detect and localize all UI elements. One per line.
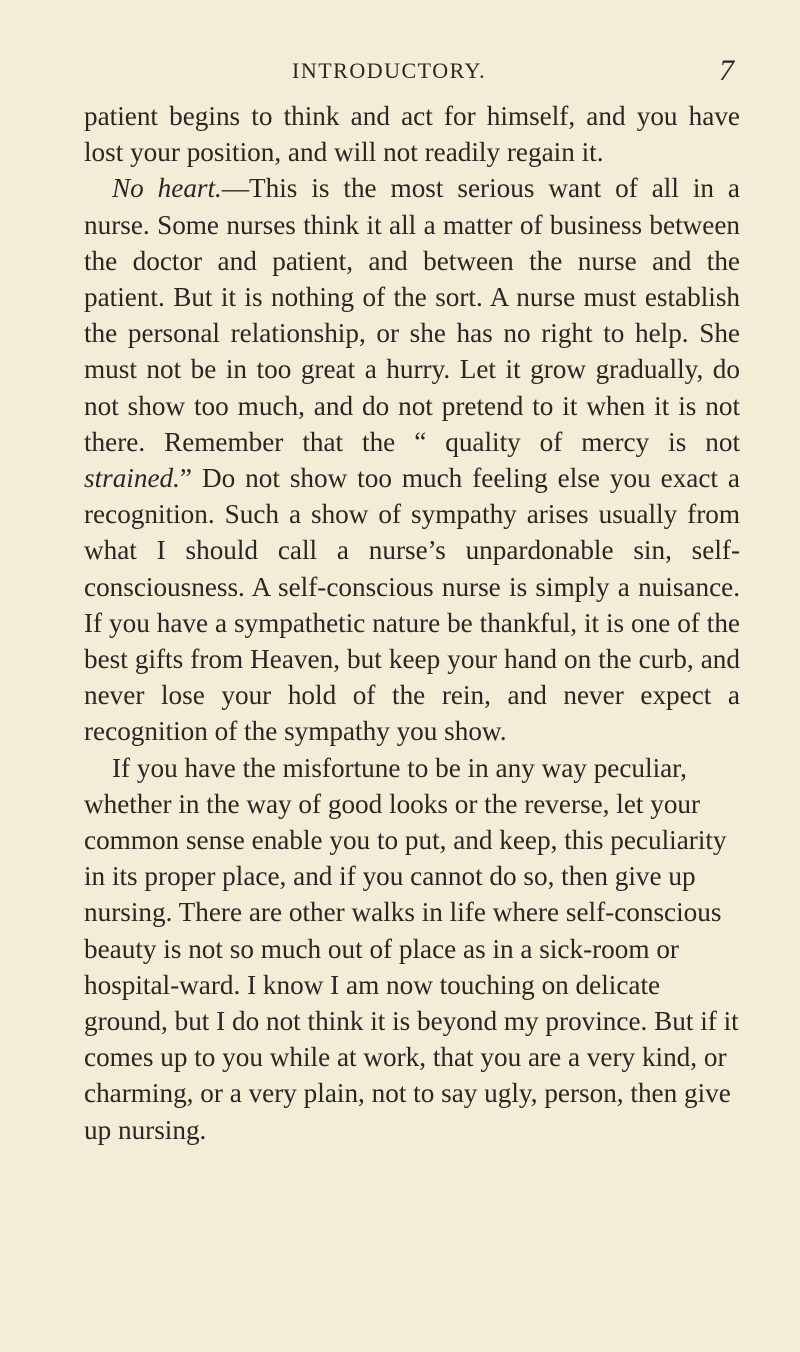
page-number: 7: [719, 54, 734, 87]
body-text: [84, 98, 740, 1148]
paragraph-text: patient begins to think and act for himself, and you have lost your position, and will not readily regain it.: [84, 101, 740, 168]
running-head: INTRODUCTORY.: [292, 58, 487, 83]
page-header: [84, 54, 740, 98]
paragraph-text: —This is the most serious want of all in a nurse. Some nurses think it all a matter of business between the doctor and patient, and between the nurse and the patient. But it is nothing of the sort. A nurse must establish the personal relationship, or she has no right to help. She must not be in too great a hurry. Let it grow gradually, do not show too much, and do not pretend to it when it is not there. Remember that the “ quality of mercy is not: [84, 173, 740, 457]
paragraph-no-heart: [84, 170, 740, 749]
quote-italic: strained.: [84, 463, 180, 494]
paragraph-continuation: [84, 98, 740, 170]
paragraph-text: If you have the misfortune to be in any way peculiar, whether in the way of good looks or the reverse, let your common sense enable you to put, and keep, this peculiarity in its proper place, and if you cannot do so, then give up nursing. There are other walks in life where self-conscious beauty is not so much out of place as in a sick-room or hospital-ward. I know I am now touching on delicate ground, but I do not think it is beyond my province. But if it comes up to you while at work, that you are a very kind, or charming, or a very plain, not to say ugly, person, then give up nursing.: [84, 752, 739, 1145]
section-lead-italic: No heart.: [112, 173, 222, 204]
paragraph-peculiar: [84, 750, 740, 1148]
paragraph-text-after: ” Do not show too much feeling else you exact a recognition. Such a show of sympathy arises usually from what I should call a nurse’s unpardonable sin, self-consciousness. A self-conscious nurse is simply a nuisance. If you have a sympathetic nature be thankful, it is one of the best gifts from Heaven, but keep your hand on the curb, and never lose your hold of the rein, and never expect a recognition of the sympathy you show.: [84, 463, 740, 747]
